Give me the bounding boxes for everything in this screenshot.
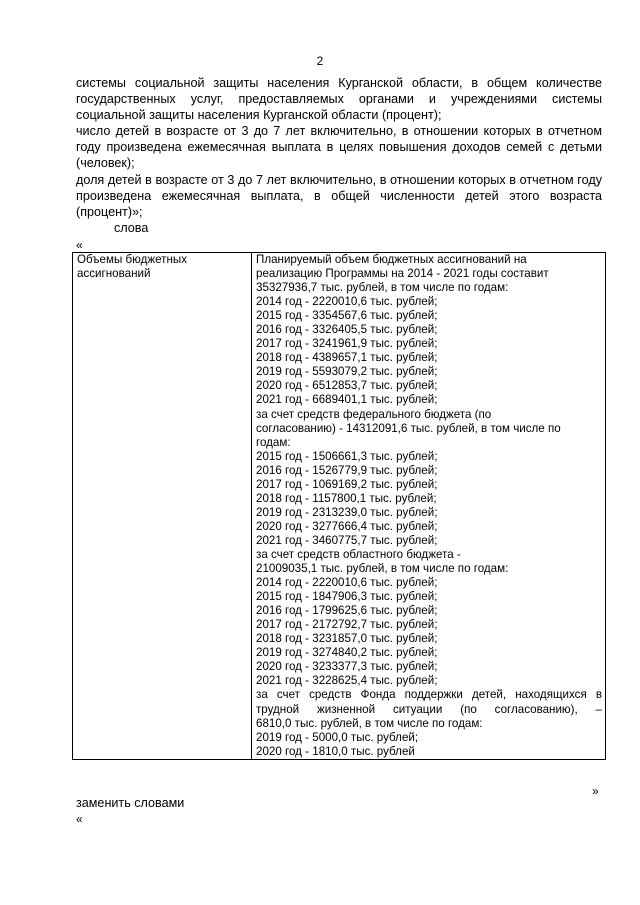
- budget-line: 2014 год - 2220010,6 тыс. рублей;: [256, 576, 438, 590]
- budget-lines: [256, 253, 602, 688]
- budget-line: 2015 год - 1847906,3 тыс. рублей;: [256, 590, 438, 604]
- budget-line: реализацию Программы на 2014 - 2021 годы составит: [256, 267, 549, 281]
- table-row: [73, 253, 606, 760]
- intro-paragraph-3: доля детей в возрасте от 3 до 7 лет включительно, в отношении которых в отчетном году произведена ежемесячная выплата, в общей численности детей этого возраста (процент)»;: [76, 172, 602, 219]
- budget-line: 35327936,7 тыс. рублей, в том числе по годам:: [256, 281, 509, 295]
- intro-paragraph-2: число детей в возрасте от 3 до 7 лет включительно, в отношении которых в отчетном году произведена ежемесячная выплата в целях повышения доходов семей с детьми (человек);: [76, 124, 602, 171]
- fund-line-2: трудной жизненной ситуации (по согласованию), –: [256, 702, 602, 716]
- budget-line: 2017 год - 3241961,9 тыс. рублей;: [256, 337, 438, 351]
- budget-line: согласованию) - 14312091,6 тыс. рублей, в том числе по: [256, 421, 561, 435]
- budget-line: 2019 год - 3274840,2 тыс. рублей;: [256, 646, 438, 660]
- page-number: 2: [316, 54, 324, 68]
- budget-line: 2017 год - 1069169,2 тыс. рублей;: [256, 477, 438, 491]
- budget-line: 2020 год - 3233377,3 тыс. рублей;: [256, 660, 438, 674]
- fund-line-1: за счет средств Фонда поддержки детей, находящихся в: [256, 688, 602, 702]
- budget-line: 2015 год - 3354567,6 тыс. рублей;: [256, 309, 438, 323]
- closing-quote: »: [592, 784, 599, 798]
- budget-line: 2018 год - 3231857,0 тыс. рублей;: [256, 632, 438, 646]
- budget-line: 2018 год - 1157800,1 тыс. рублей;: [256, 491, 437, 505]
- words-label: слова: [114, 220, 149, 235]
- budget-line: 21009035,1 тыс. рублей, в том числе по годам:: [256, 562, 509, 576]
- budget-line: 2020 год - 6512853,7 тыс. рублей;: [256, 379, 438, 393]
- budget-line: за счет средств областного бюджета -: [256, 547, 461, 561]
- budget-line: 2016 год - 3326405,5 тыс. рублей;: [256, 323, 438, 337]
- opening-quote-top: «: [76, 238, 83, 252]
- budget-line: за счет средств федерального бюджета (по: [256, 407, 492, 421]
- fund-line-3: 6810,0 тыс. рублей, в том числе по годам:: [256, 716, 483, 730]
- replace-with-words: заменить словами: [76, 796, 185, 810]
- budget-label-cell: Объемы бюджетных ассигнований: [73, 253, 252, 760]
- intro-paragraph-1: системы социальной защиты населения Курганской области, в общем количестве государственных услуг, предоставляемых органами и учреждениями системы социальной защиты населения Курганской области (процент);: [76, 76, 602, 123]
- budget-details-cell: [252, 253, 606, 760]
- budget-line: 2021 год - 6689401,1 тыс. рублей;: [256, 393, 438, 407]
- fund-year-2020: 2020 год - 1810,0 тыс. рублей: [256, 744, 415, 758]
- fund-year-2019: 2019 год - 5000,0 тыс. рублей;: [256, 730, 419, 744]
- budget-line: 2021 год - 3460775,7 тыс. рублей;: [256, 533, 438, 547]
- intro-text: [76, 75, 602, 236]
- opening-quote-bottom: «: [76, 812, 83, 826]
- budget-line: 2016 год - 1799625,6 тыс. рублей;: [256, 604, 438, 618]
- budget-line: 2016 год - 1526779,9 тыс. рублей;: [256, 463, 438, 477]
- budget-line: 2020 год - 3277666,4 тыс. рублей;: [256, 519, 438, 533]
- budget-line: 2018 год - 4389657,1 тыс. рублей;: [256, 351, 438, 365]
- budget-table: [72, 252, 606, 760]
- budget-line: 2019 год - 2313239,0 тыс. рублей;: [256, 505, 438, 519]
- budget-line: годам:: [256, 435, 291, 449]
- budget-line: Планируемый объем бюджетных ассигнований на: [256, 253, 527, 266]
- budget-line: 2014 год - 2220010,6 тыс. рублей;: [256, 295, 438, 309]
- budget-line: 2019 год - 5593079,2 тыс. рублей;: [256, 365, 438, 379]
- budget-line: 2015 год - 1506661,3 тыс. рублей;: [256, 449, 438, 463]
- budget-line: 2021 год - 3228625,4 тыс. рублей;: [256, 674, 438, 688]
- budget-line: 2017 год - 2172792,7 тыс. рублей;: [256, 618, 438, 632]
